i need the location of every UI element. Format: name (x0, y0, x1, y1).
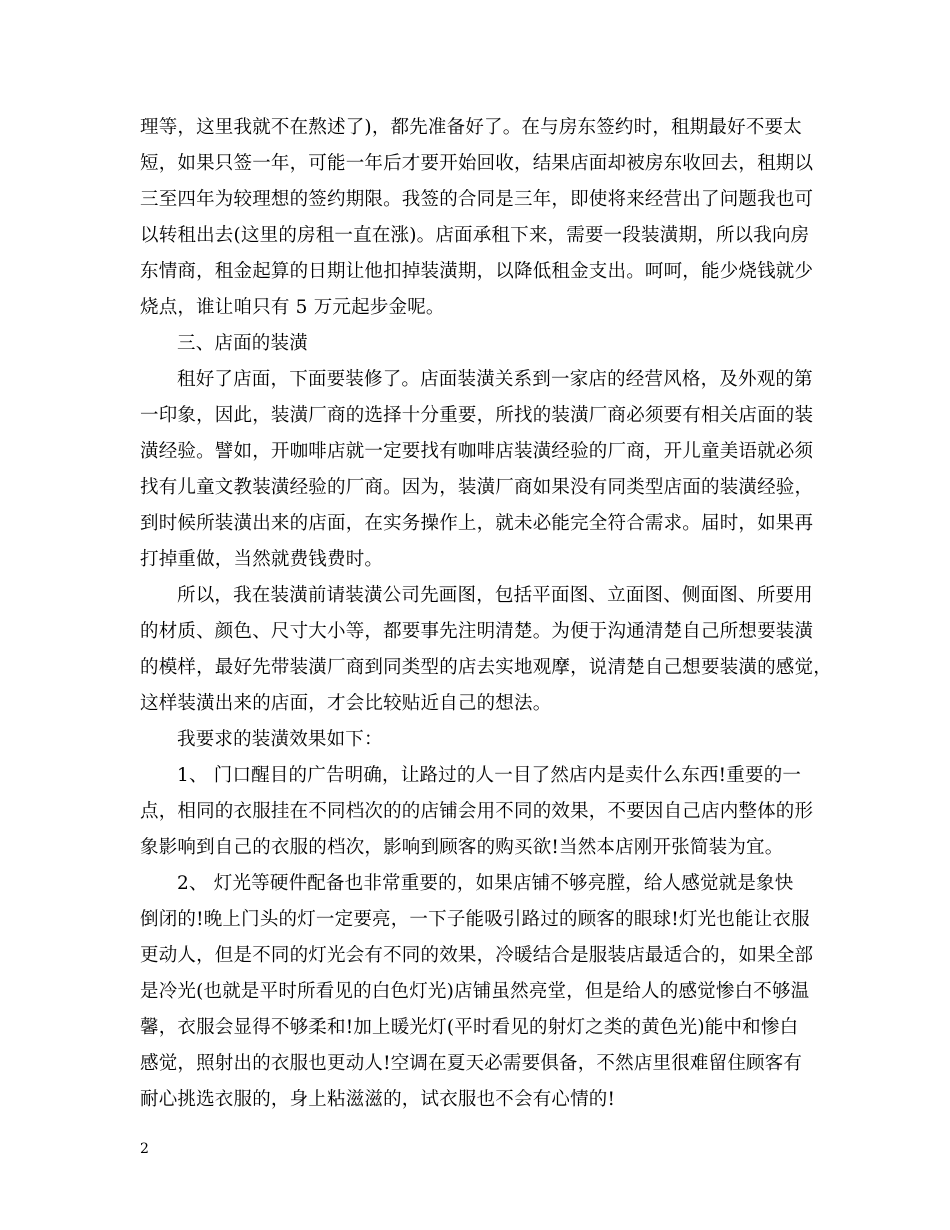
text-line: 租好了店面，下面要装修了。店面装潢关系到一家店的经营风格，及外观的第 (177, 369, 813, 390)
list-item-1: 1、 门口醒目的广告明确，让路过的人一目了然店内是卖什么东西!重要的一 (177, 765, 802, 786)
text-line: 的材质、颜色、尺寸大小等，都要事先注明清楚。为便于沟通清楚自己所想要装潢 (140, 621, 814, 642)
text-line: 以转租出去(这里的房租一直在涨)。店面承租下来，需要一段装潢期，所以我向房 (140, 225, 810, 246)
text-line: 三至四年为较理想的签约期限。我签的合同是三年，即使将来经营出了问题我也可 (140, 189, 814, 210)
text-line: 的模样，最好先带装潢厂商到同类型的店去实地观摩，说清楚自己想要装潢的感觉， (140, 657, 832, 678)
text-line: 找有儿童文教装潢经验的厂商。因为，装潢厂商如果没有同类型店面的装潢经验， (140, 477, 814, 498)
text-line: 一印象，因此，装潢厂商的选择十分重要，所找的装潢厂商必须要有相关店面的装 (140, 405, 814, 426)
text-line: 东情商，租金起算的日期让他扣掉装潢期，以降低租金支出。呵呵，能少烧钱就少 (140, 261, 814, 282)
text-line: 潢经验。譬如，开咖啡店就一定要找有咖啡店装潢经验的厂商，开儿童美语就必须 (140, 441, 814, 462)
text-line: 烧点，谁让咱只有 5 万元起步金呢。 (140, 297, 445, 318)
text-line: 打掉重做，当然就费钱费时。 (140, 549, 384, 570)
text-line: 理等，这里我就不在熬述了)，都先准备好了。在与房东签约时，租期最好不要太 (140, 117, 802, 138)
text-line: 感觉，照射出的衣服也更动人!空调在夏天必需要俱备，不然店里很难留住顾客有 (140, 1053, 803, 1074)
list-item-2: 2、 灯光等硬件配备也非常重要的，如果店铺不够亮膛，给人感觉就是象快 (177, 873, 794, 894)
text-line: 这样装潢出来的店面，才会比较贴近自己的想法。 (140, 693, 552, 714)
text-line: 馨，衣服会显得不够柔和!加上暖光灯(平时看见的射灯之类的黄色光)能中和惨白 (140, 1017, 799, 1038)
text-line: 我要求的装潢效果如下： (177, 729, 383, 750)
text-line: 短，如果只签一年，可能一年后才要开始回收，结果店面却被房东收回去，租期以 (140, 153, 814, 174)
text-line: 所以，我在装潢前请装潢公司先画图，包括平面图、立面图、侧面图、所要用 (177, 585, 813, 606)
text-line: 耐心挑选衣服的，身上粘滋滋的，试衣服也不会有心情的! (140, 1089, 616, 1110)
text-line: 象影响到自己的衣服的档次，影响到顾客的购买欲!当然本店刚开张简装为宜。 (140, 837, 784, 858)
text-line: 点，相同的衣服挂在不同档次的的店铺会用不同的效果，不要因自己店内整体的形 (140, 801, 814, 822)
page-number: 2 (140, 1141, 149, 1157)
text-line: 倒闭的!晚上门头的灯一定要亮，一下子能吸引路过的顾客的眼球!灯光也能让衣服 (140, 909, 810, 930)
section-heading: 三、店面的装潢 (177, 333, 308, 354)
text-line: 更动人，但是不同的灯光会有不同的效果，冷暖结合是服装店最适合的，如果全部 (140, 945, 814, 966)
text-line: 到时候所装潢出来的店面，在实务操作上，就未必能完全符合需求。届时，如果再 (140, 513, 814, 534)
text-line: 是冷光(也就是平时所看见的白色灯光)店铺虽然亮堂，但是给人的感觉惨白不够温 (140, 981, 810, 1002)
